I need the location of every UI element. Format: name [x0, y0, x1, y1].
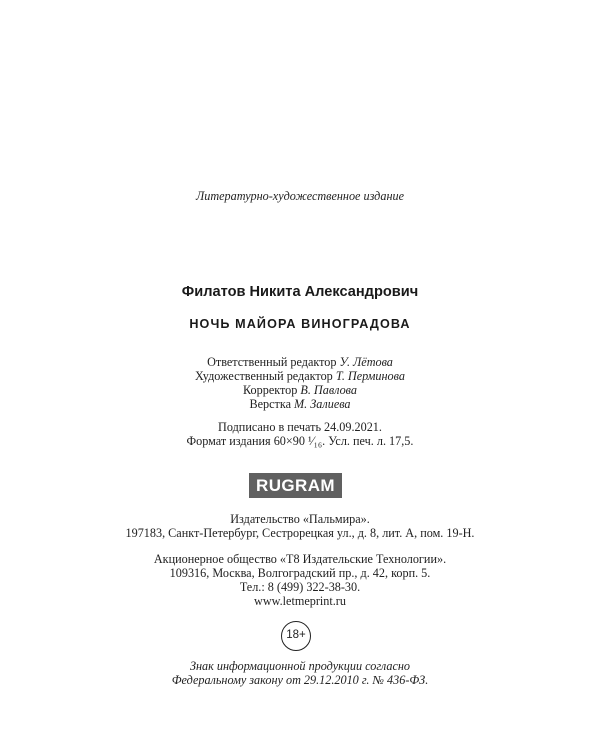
edition-type: Литературно-художественное издание	[196, 189, 404, 203]
print-signed-date: Подписано в печать 24.09.2021.	[218, 420, 382, 434]
credit-person: Т. Перминова	[335, 369, 405, 383]
credit-person: У. Лётова	[339, 355, 393, 369]
law-notice-line-1: Знак информационной продукции согласно	[189, 659, 411, 673]
printer-name: Акционерное общество «Т8 Издательские Технологии».	[153, 552, 447, 566]
law-notice-line-2: Федеральному закону от 29.12.2010 г. № 436-ФЗ.	[171, 673, 429, 687]
credit-responsible-editor	[0, 355, 600, 370]
credit-proofreader	[0, 383, 600, 398]
author-name: Филатов Никита Александрович	[181, 284, 419, 300]
age-rating-badge: 18+	[281, 621, 311, 651]
publisher-name: Издательство «Пальмира».	[230, 512, 370, 526]
credit-layout	[0, 397, 600, 412]
rugram-logo: RUGRAM	[249, 473, 342, 498]
credit-role: Художественный редактор	[195, 369, 333, 383]
printer-phone: Тел.: 8 (499) 322-38-30.	[239, 580, 361, 594]
credit-person: М. Залиева	[294, 397, 351, 411]
printer-address: 109316, Москва, Волгоградский пр., д. 42, корп. 5.	[169, 566, 431, 580]
print-format: Формат издания 60×90 ¹⁄₁₆. Усл. печ. л. 17,5.	[186, 434, 414, 448]
credit-role: Верстка	[249, 397, 291, 411]
credit-person: В. Павлова	[300, 383, 357, 397]
publisher-address: 197183, Санкт-Петербург, Сестрорецкая ул., д. 8, лит. А, пом. 19-Н.	[125, 526, 475, 540]
printer-website: www.letmeprint.ru	[254, 594, 346, 608]
credit-role: Ответственный редактор	[207, 355, 337, 369]
credit-role: Корректор	[243, 383, 298, 397]
credit-art-editor	[0, 369, 600, 384]
book-title: НОЧЬ МАЙОРА ВИНОГРАДОВА	[189, 317, 411, 331]
